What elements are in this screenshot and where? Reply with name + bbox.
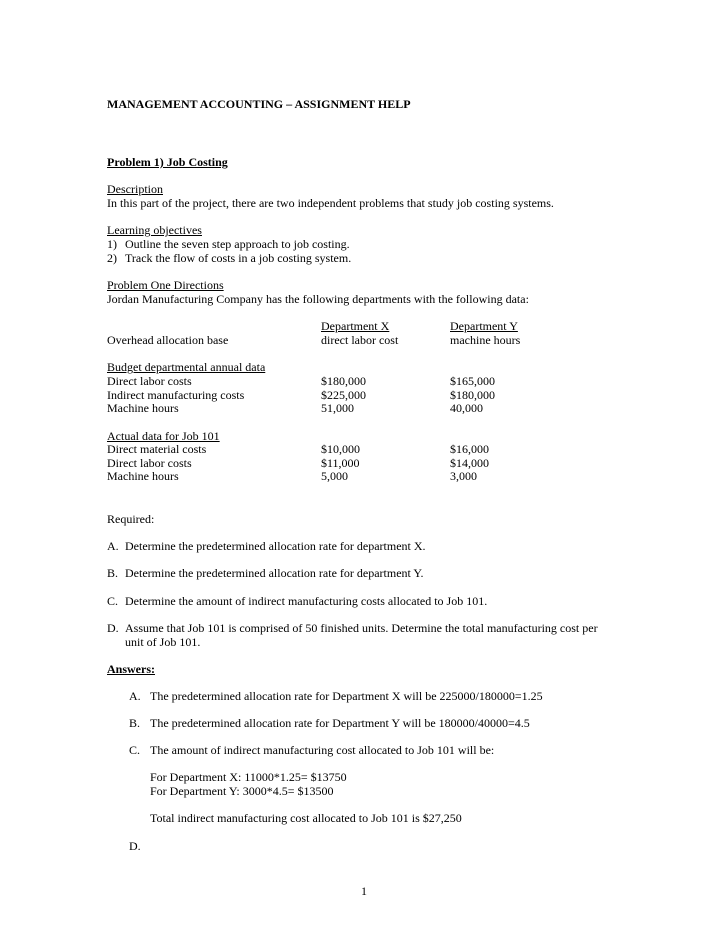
list-item-text: Determine the predetermined allocation rate for department Y. [125, 566, 424, 580]
table-cell-x: $225,000 [321, 388, 366, 402]
table-cell-x: $11,000 [321, 456, 360, 470]
list-marker: B. [129, 716, 141, 730]
table-row-label: Direct material costs [107, 442, 207, 456]
list-item-text: Outline the seven step approach to job costing. [125, 237, 350, 251]
description-text: In this part of the project, there are two independent problems that study job costing systems. [107, 196, 554, 210]
directions-text: Jordan Manufacturing Company has the following departments with the following data: [107, 292, 529, 306]
list-item-text-continuation: unit of Job 101. [125, 635, 201, 649]
table-row-label: Machine hours [107, 469, 179, 483]
learning-objectives-label: Learning objectives [107, 223, 202, 237]
overhead-label: Overhead allocation base [107, 333, 229, 347]
list-marker: 1) [107, 237, 117, 251]
table-cell-x: 51,000 [321, 401, 354, 415]
table-row-label: Machine hours [107, 401, 179, 415]
document-title: MANAGEMENT ACCOUNTING – ASSIGNMENT HELP [107, 97, 411, 111]
table-cell-y: $165,000 [450, 374, 495, 388]
list-marker: D. [107, 621, 119, 635]
table-cell-y: $14,000 [450, 456, 489, 470]
table-cell-y: 3,000 [450, 469, 477, 483]
answer-calc-line: For Department Y: 3000*4.5= $13500 [150, 784, 334, 798]
table-cell-y: $16,000 [450, 442, 489, 456]
list-marker: B. [107, 566, 119, 580]
list-item-text: Determine the predetermined allocation rate for department X. [125, 539, 426, 553]
answer-calc-line: For Department X: 11000*1.25= $13750 [150, 770, 347, 784]
list-marker: D. [129, 839, 141, 853]
list-item-text: Track the flow of costs in a job costing system. [125, 251, 352, 265]
list-item-text: Determine the amount of indirect manufacturing costs allocated to Job 101. [125, 594, 488, 608]
table-cell-y: $180,000 [450, 388, 495, 402]
table-row-label: Direct labor costs [107, 456, 192, 470]
directions-label: Problem One Directions [107, 278, 224, 292]
answers-heading: Answers: [107, 662, 155, 676]
budget-label: Budget departmental annual data [107, 360, 266, 374]
answer-text: The amount of indirect manufacturing cost allocated to Job 101 will be: [150, 743, 495, 757]
table-cell-x: 5,000 [321, 469, 348, 483]
table-cell-y: 40,000 [450, 401, 483, 415]
required-label: Required: [107, 512, 155, 526]
description-label: Description [107, 182, 163, 196]
table-row-label: Direct labor costs [107, 374, 192, 388]
list-marker: A. [129, 689, 141, 703]
table-cell-x: $10,000 [321, 442, 360, 456]
answer-text: The predetermined allocation rate for Department X will be 225000/180000=1.25 [150, 689, 543, 703]
list-item-text: Assume that Job 101 is comprised of 50 finished units. Determine the total manufacturing cost per [125, 621, 598, 635]
overhead-y: machine hours [450, 333, 521, 347]
overhead-x: direct labor cost [321, 333, 399, 347]
problem-heading: Problem 1) Job Costing [107, 155, 228, 169]
table-row-label: Indirect manufacturing costs [107, 388, 245, 402]
list-marker: 2) [107, 251, 117, 265]
answer-total: Total indirect manufacturing cost allocated to Job 101 is $27,250 [150, 811, 462, 825]
list-marker: C. [129, 743, 141, 757]
dept-x-header: Department X [321, 319, 390, 333]
list-marker: A. [107, 539, 119, 553]
table-cell-x: $180,000 [321, 374, 366, 388]
actual-label: Actual data for Job 101 [107, 429, 220, 443]
page-number: 1 [361, 884, 367, 898]
dept-y-header: Department Y [450, 319, 518, 333]
list-marker: C. [107, 594, 119, 608]
answer-text: The predetermined allocation rate for Department Y will be 180000/40000=4.5 [150, 716, 530, 730]
